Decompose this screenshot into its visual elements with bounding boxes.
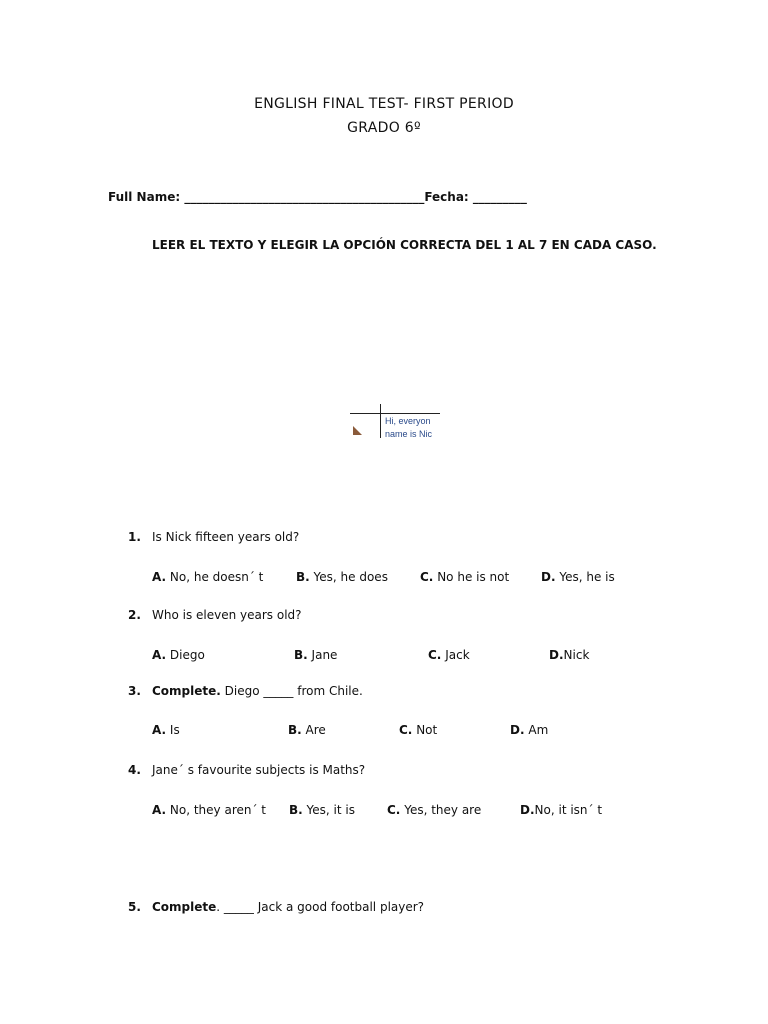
option-text: Diego	[169, 648, 205, 662]
option-letter: C.	[387, 803, 401, 817]
option-text: Yes, it is	[306, 803, 355, 817]
q4-option-a[interactable]	[152, 803, 266, 817]
option-letter: C.	[420, 570, 434, 584]
option-text: Are	[305, 723, 326, 737]
question-number: 4.	[128, 763, 141, 777]
date-blank: _________	[472, 190, 527, 204]
full-name-label: Full Name:	[108, 190, 181, 204]
q4-option-b[interactable]	[289, 803, 355, 817]
q3-option-c[interactable]	[399, 723, 437, 737]
option-text: Nick	[563, 648, 590, 662]
question-text: Diego _____ from Chile.	[224, 684, 363, 698]
question-5	[128, 900, 424, 914]
option-letter: A.	[152, 723, 167, 737]
option-letter: A.	[152, 803, 167, 817]
question-text: . _____ Jack a good football player?	[216, 900, 425, 914]
question-prefix: Complete.	[152, 684, 221, 698]
q1-option-d[interactable]	[541, 570, 615, 584]
option-letter: C.	[399, 723, 413, 737]
image-corner-icon	[353, 426, 362, 435]
question-text: Is Nick fifteen years old?	[152, 530, 300, 544]
question-text: Jane´ s favourite subjects is Maths?	[152, 763, 366, 777]
image-text-line-1: Hi, everyon	[385, 416, 431, 426]
option-text: Yes, they are	[404, 803, 482, 817]
question-prefix: Complete	[152, 900, 217, 914]
option-text: Yes, he does	[313, 570, 388, 584]
q3-option-d[interactable]	[510, 723, 548, 737]
grade-subtitle: GRADO 6º	[347, 120, 421, 136]
test-title: ENGLISH FINAL TEST- FIRST PERIOD	[254, 96, 514, 112]
option-letter: D.	[549, 648, 564, 662]
option-text: No, he doesn´ t	[169, 570, 264, 584]
option-letter: B.	[289, 803, 303, 817]
q2-option-d[interactable]	[549, 648, 589, 662]
full-name-blank: ________________________________________	[184, 190, 425, 204]
question-2	[128, 608, 302, 622]
q2-option-a[interactable]	[152, 648, 205, 662]
q1-option-a[interactable]	[152, 570, 263, 584]
question-3	[128, 684, 363, 698]
question-number: 3.	[128, 684, 141, 698]
q4-option-c[interactable]	[387, 803, 481, 817]
reading-text-image	[350, 404, 440, 438]
option-letter: D.	[541, 570, 556, 584]
q3-option-a[interactable]	[152, 723, 180, 737]
q2-option-c[interactable]	[428, 648, 470, 662]
q4-option-d[interactable]	[520, 803, 602, 817]
q1-option-c[interactable]	[420, 570, 509, 584]
question-4	[128, 763, 365, 777]
question-1	[128, 530, 299, 544]
question-number: 1.	[128, 530, 141, 544]
option-text: Is	[169, 723, 180, 737]
option-letter: C.	[428, 648, 442, 662]
option-letter: B.	[288, 723, 302, 737]
option-text: No he is not	[437, 570, 510, 584]
option-text: Am	[528, 723, 549, 737]
q3-option-b[interactable]	[288, 723, 326, 737]
date-label: Fecha:	[424, 190, 469, 204]
question-number: 2.	[128, 608, 141, 622]
image-border-vertical	[380, 404, 381, 438]
image-border-horizontal	[350, 413, 440, 414]
instruction-text: LEER EL TEXTO Y ELEGIR LA OPCIÓN CORRECTA DEL 1 AL 7 EN CADA CASO.	[152, 238, 657, 252]
option-text: Jane	[311, 648, 338, 662]
option-letter: B.	[296, 570, 310, 584]
student-info-row	[108, 190, 527, 204]
option-letter: A.	[152, 570, 167, 584]
option-text: Yes, he is	[559, 570, 615, 584]
q1-option-b[interactable]	[296, 570, 388, 584]
option-text: No, it isn´ t	[534, 803, 603, 817]
option-letter: D.	[510, 723, 525, 737]
option-text: No, they aren´ t	[169, 803, 266, 817]
question-number: 5.	[128, 900, 141, 914]
question-text: Who is eleven years old?	[152, 608, 302, 622]
option-text: Not	[416, 723, 438, 737]
option-text: Jack	[445, 648, 470, 662]
option-letter: A.	[152, 648, 167, 662]
image-text-line-2: name is Nic	[385, 429, 433, 438]
option-letter: D.	[520, 803, 535, 817]
q2-option-b[interactable]	[294, 648, 337, 662]
option-letter: B.	[294, 648, 308, 662]
